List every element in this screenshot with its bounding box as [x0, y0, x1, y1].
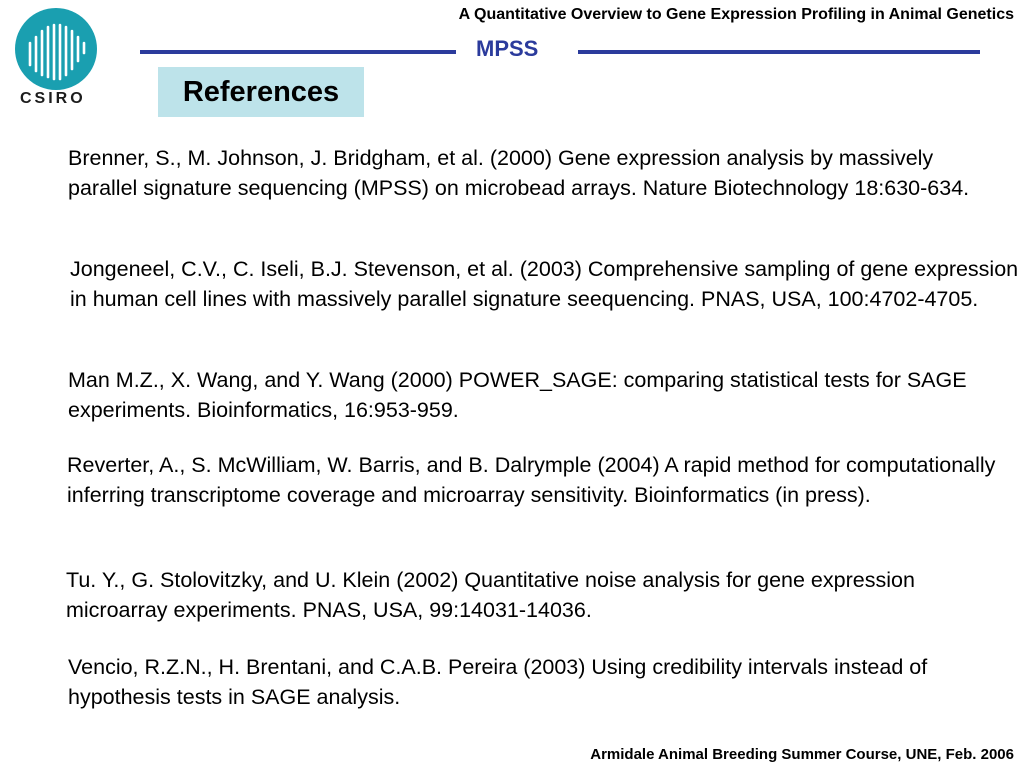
footer-text: Armidale Animal Breeding Summer Course, UNE, Feb. 2006	[590, 746, 1014, 763]
csiro-logo	[14, 7, 100, 107]
slide-title-box	[158, 67, 364, 117]
header-rule-right	[578, 50, 980, 54]
reference-item: Brenner, S., M. Johnson, J. Bridgham, et al. (2000) Gene expression analysis by massively parallel signature sequencing (MPSS) on microbead arrays. Nature Biotechnology 18:630-634.	[68, 146, 970, 200]
course-title: A Quantitative Overview to Gene Expression Profiling in Animal Genetics	[458, 6, 1014, 23]
csiro-logo-icon	[14, 7, 98, 91]
slide-title: References	[182, 75, 340, 108]
header-rule-left	[140, 50, 456, 54]
reference-item: Man M.Z., X. Wang, and Y. Wang (2000) POWER_SAGE: comparing statistical tests for SAGE experiments. Bioinformatics, 16:953-959.	[68, 368, 967, 422]
logo-wordmark: CSIRO	[20, 90, 86, 107]
reference-item: Vencio, R.Z.N., H. Brentani, and C.A.B. Pereira (2003) Using credibility intervals instead of hypothesis tests in SAGE analysis.	[68, 655, 928, 709]
reference-item: Tu. Y., G. Stolovitzky, and U. Klein (2002) Quantitative noise analysis for gene expression microarray experiments. PNAS, USA, 99:14031-14036.	[66, 568, 915, 622]
reference-item: Reverter, A., S. McWilliam, W. Barris, and B. Dalrymple (2004) A rapid method for computationally inferring transcriptome coverage and microarray sensitivity. Bioinformatics (in press).	[67, 453, 996, 507]
section-label: MPSS	[476, 36, 539, 61]
reference-item: Jongeneel, C.V., C. Iseli, B.J. Stevenson, et al. (2003) Comprehensive sampling of gene expression in human cell lines with massively parallel signature seequencing. PNAS, USA, 100:4702-4705.	[70, 257, 1019, 311]
